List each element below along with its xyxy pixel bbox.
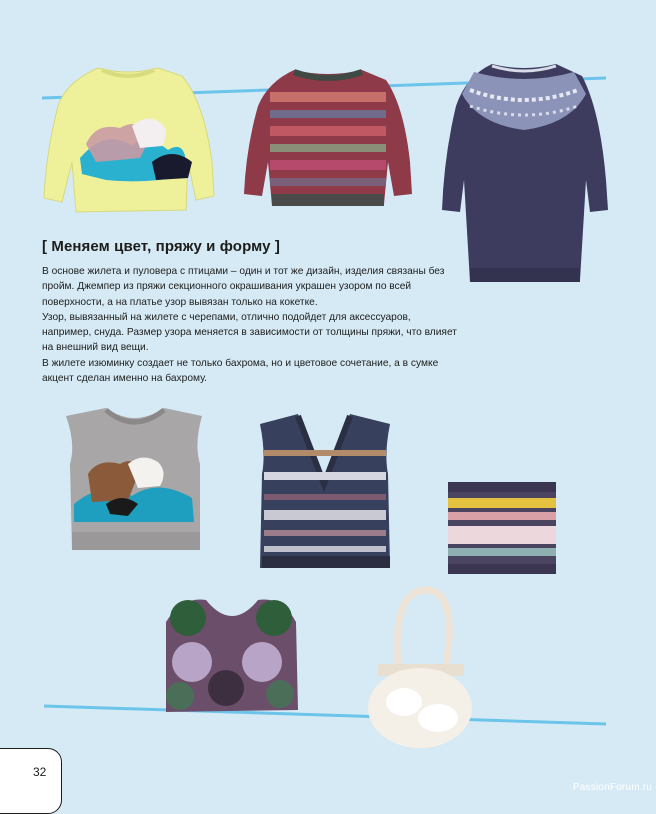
yellow-bird-sweater-photo bbox=[36, 62, 220, 220]
skull-pattern-snood-photo bbox=[446, 480, 558, 576]
red-fairisle-sweater-photo bbox=[238, 66, 418, 212]
fringe-bag-photo bbox=[364, 586, 476, 750]
page-number-tab bbox=[0, 748, 62, 814]
grey-bird-vest-photo bbox=[62, 404, 208, 550]
paragraph-1: В основе жилета и пуловера с птицами – один и тот же дизайн, изделия связаны без пройм. Джемпер из пряжи секционного окрашивания украшен узором по всей поверхности, а на платье узор вывязан только на кокетке. bbox=[42, 266, 445, 308]
watermark: PassionForum.ru bbox=[572, 782, 652, 793]
fringe-vest-photo bbox=[162, 592, 300, 716]
section-heading: [ Меняем цвет, пряжу и форму ] bbox=[42, 238, 280, 255]
skull-pattern-vest-photo bbox=[254, 410, 396, 568]
navy-yoke-dress-photo bbox=[440, 60, 610, 282]
page-number: 32 bbox=[33, 765, 47, 779]
article-body bbox=[42, 264, 462, 386]
paragraph-3: В жилете изюминку создает не только бахрома, но и цветовое сочетание, а в сумке акцент сделан именно на бахрому. bbox=[42, 357, 439, 385]
paragraph-2: Узор, вывязанный на жилете с черепами, отлично подойдет для аксессуаров, например, снуда. Размер узора меняется в зависимости от толщины пряжи, что влияет на внешний вид вещи. bbox=[42, 311, 457, 354]
